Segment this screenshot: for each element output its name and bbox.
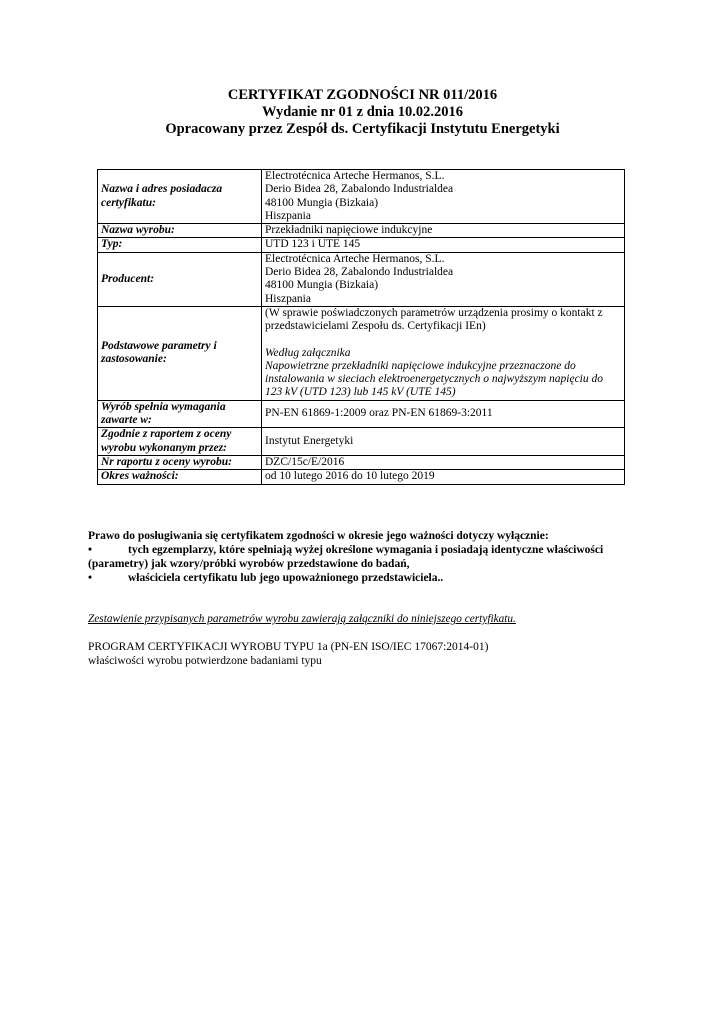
rights-section (88, 529, 648, 585)
report-no-value: DZC/15c/E/2016 (262, 455, 625, 469)
rights-item (88, 571, 648, 585)
bullet: • (88, 572, 93, 584)
type-value: UTD 123 i UTE 145 (262, 238, 625, 252)
program-title: PROGRAM CERTYFIKACJI WYROBU TYPU 1a (PN-EN ISO/IEC 17067:2014-01) (88, 641, 489, 653)
table-row (98, 224, 625, 238)
prepared-by-line: Opracowany przez Zespół ds. Certyfikacji Instytutu Energetyki (165, 121, 560, 137)
type-label: Typ: (98, 238, 262, 252)
holder-line: 48100 Mungia (Bizkaia) (265, 196, 379, 209)
params-value (262, 306, 625, 400)
edition-line: Wydanie nr 01 z dnia 10.02.2016 (261, 104, 463, 120)
rights-intro: Prawo do posługiwania się certyfikatem zgodności w okresie jego ważności dotyczy wyłącznie: (88, 530, 549, 542)
program-section (88, 640, 488, 668)
producer-line: Hiszpania (265, 292, 311, 305)
holder-line: Electrotécnica Arteche Hermanos, S.L. (265, 170, 445, 182)
table-row (98, 238, 625, 252)
holder-label: Nazwa i adres posiadacza certyfikatu: (98, 170, 262, 224)
bullet: • (88, 544, 93, 556)
rights-item-text: właściciela certyfikatu lub jego upoważnionego przedstawiciela.. (128, 572, 444, 584)
table-row (98, 252, 625, 306)
assessment-label: Zgodnie z raportem z oceny wyrobu wykonanym przez: (98, 428, 262, 456)
producer-value (262, 252, 625, 306)
table-row (98, 470, 625, 484)
params-description: Napowietrzne przekładniki napięciowe indukcyjne przeznaczone do instalowania w sieciach elektroenergetycznych o najwyższym napięciu do 123 kV (UTD 123) lub 145 kV (UTE 145) (265, 359, 604, 399)
table-row (98, 170, 625, 224)
validity-value: od 10 lutego 2016 do 10 lutego 2019 (262, 470, 625, 484)
holder-value (262, 170, 625, 224)
params-note: (W sprawie poświadczonych parametrów urządzenia prosimy o kontakt z przedstawicielami Zespołu ds. Certyfikacji IEn) (265, 306, 603, 333)
validity-label: Okres ważności: (98, 470, 262, 484)
assessment-value: Instytut Energetyki (262, 428, 625, 456)
params-attachment: Według załącznika (265, 346, 351, 359)
producer-line: Derio Bidea 28, Zabalondo Industrialdea (265, 266, 454, 279)
document-header (0, 87, 725, 138)
producer-line: Electrotécnica Arteche Hermanos, S.L. (265, 252, 445, 265)
rights-item (88, 543, 648, 571)
program-description: właściwości wyrobu potwierdzone badaniami typu (88, 655, 322, 667)
holder-line: Derio Bidea 28, Zabalondo Industrialdea (265, 183, 454, 196)
requirements-label: Wyrób spełnia wymagania zawarte w: (98, 400, 262, 428)
product-name-label: Nazwa wyrobu: (98, 224, 262, 238)
table-row (98, 306, 625, 400)
requirements-value: PN-EN 61869-1:2009 oraz PN-EN 61869-3:2011 (262, 400, 625, 428)
table-row (98, 428, 625, 456)
certificate-title: CERTYFIKAT ZGODNOŚCI NR 011/2016 (227, 87, 498, 103)
producer-line: 48100 Mungia (Bizkaia) (265, 279, 379, 292)
params-label: Podstawowe parametry i zastosowanie: (98, 306, 262, 400)
producer-label: Producent: (98, 252, 262, 306)
table-row (98, 400, 625, 428)
table-row (98, 455, 625, 469)
report-no-label: Nr raportu z oceny wyrobu: (98, 455, 262, 469)
holder-line: Hiszpania (265, 209, 311, 222)
certificate-table (97, 169, 625, 485)
attachments-note: Zestawienie przypisanych parametrów wyrobu zawierają załączniki do niniejszego certyfikatu. (88, 613, 516, 625)
rights-item-text: tych egzemplarzy, które spełniają wyżej określone wymagania i posiadają identyczne właściwości (parametry) jak wzory/próbki wyrobów przedstawione do badań, (88, 544, 604, 570)
product-name-value: Przekładniki napięciowe indukcyjne (262, 224, 625, 238)
